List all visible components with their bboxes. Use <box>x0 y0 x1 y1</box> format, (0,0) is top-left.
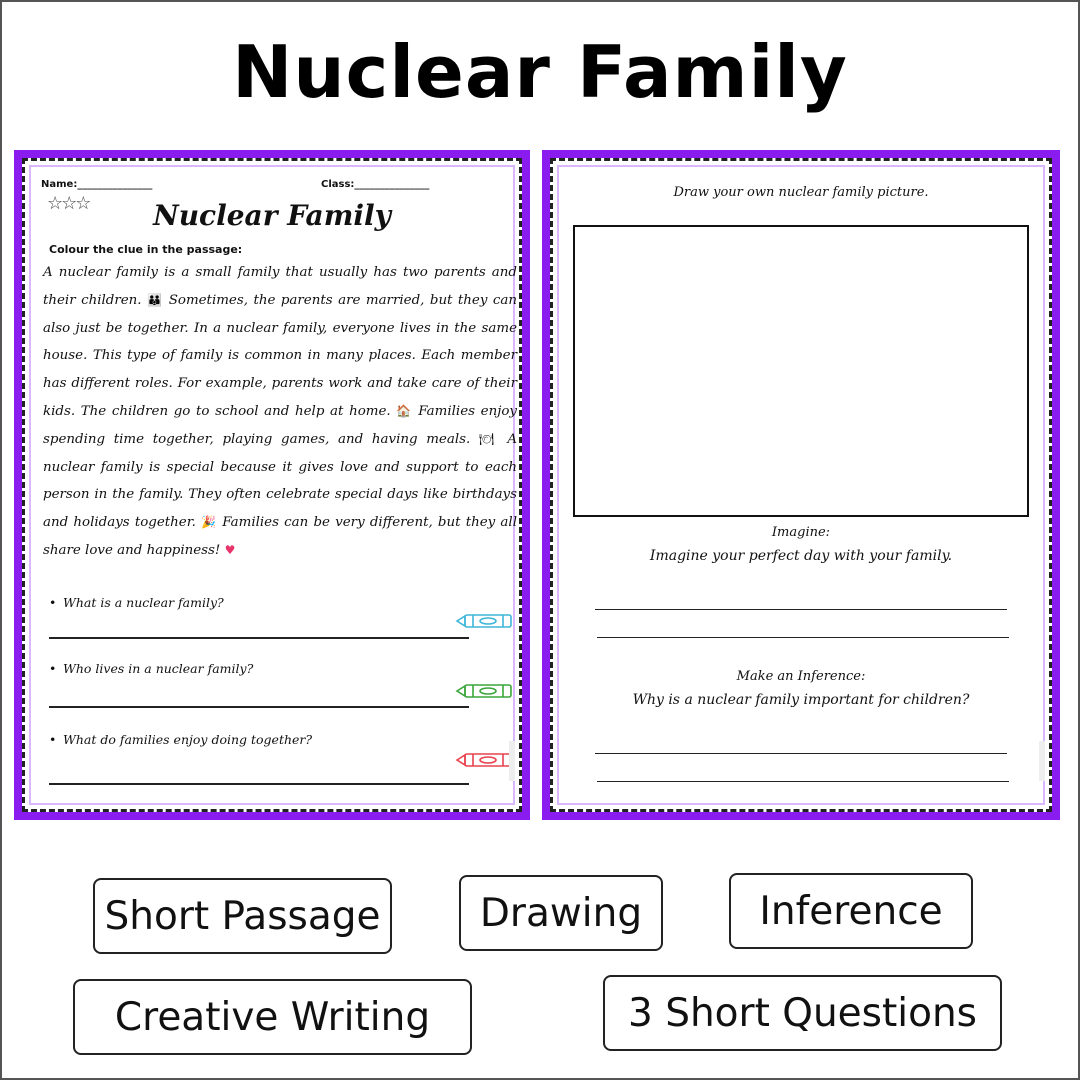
family-icon: 👪 <box>147 292 164 307</box>
question-1: • What is a nuclear family? <box>49 595 224 610</box>
tag-creative-writing: Creative Writing <box>73 979 472 1055</box>
question-3: • What do families enjoy doing together? <box>49 732 313 747</box>
tag-drawing: Drawing <box>459 875 663 951</box>
worksheet-passage-preview <box>14 150 530 820</box>
worksheet-page <box>550 158 1052 812</box>
party-popper-icon: 🎉 <box>201 515 218 530</box>
answer-line[interactable] <box>49 706 469 708</box>
question-2: • Who lives in a nuclear family? <box>49 661 254 676</box>
passage-text: Families can be very different, but they all share love and happiness! <box>43 515 517 558</box>
copyright-watermark <box>509 741 515 781</box>
plate-icon: 🍽 <box>478 431 499 446</box>
question-text: What is a nuclear family? <box>63 595 224 610</box>
house-icon: 🏠 <box>396 403 413 418</box>
class-field-label: Class:_______________ <box>321 179 430 190</box>
worksheet-activities-preview <box>542 150 1060 820</box>
inference-heading: Make an Inference: <box>736 669 866 684</box>
name-field-label: Name:_______________ <box>41 179 153 190</box>
drawing-box[interactable] <box>573 225 1029 517</box>
star-rating-icon: ☆☆☆ <box>47 193 90 214</box>
worksheet-page <box>22 158 522 812</box>
crayon-icon <box>455 682 515 700</box>
tag-inference: Inference <box>729 873 973 949</box>
writing-line[interactable] <box>595 609 1007 610</box>
question-text: What do families enjoy doing together? <box>63 732 313 747</box>
heart-icon: ♥ <box>224 542 236 557</box>
copyright-watermark <box>1039 741 1045 781</box>
writing-line[interactable] <box>595 753 1007 754</box>
inference-prompt: Why is a nuclear family important for children? <box>632 692 970 708</box>
reading-passage <box>43 259 517 565</box>
crayon-icon <box>455 612 515 630</box>
worksheet-title: Nuclear Family <box>153 199 391 232</box>
drawing-instruction: Draw your own nuclear family picture. <box>673 185 929 200</box>
answer-line[interactable] <box>49 637 469 639</box>
instruction-label: Colour the clue in the passage: <box>49 243 243 256</box>
writing-line[interactable] <box>597 637 1009 638</box>
tag-short-passage: Short Passage <box>93 878 392 954</box>
passage-text: A nuclear family is special because it gives love and support to each person in the family. They often celebrate special days like birthdays and holidays together. <box>43 431 518 531</box>
question-text: Who lives in a nuclear family? <box>63 661 254 676</box>
tag-3-short-questions: 3 Short Questions <box>603 975 1002 1051</box>
passage-text: A nuclear family is a small family that usually has two parents and their children. <box>43 265 517 308</box>
crayon-icon <box>455 751 515 769</box>
passage-text: Sometimes, the parents are married, but they can also just be together. In a nuclear family, everyone lives in the same house. This type of family is common in many places. Each member has different roles. For example, parents work and take care of their kids. The children go to school and help at home. <box>43 292 517 419</box>
writing-line[interactable] <box>597 781 1009 782</box>
imagine-heading: Imagine: <box>771 525 831 540</box>
answer-line[interactable] <box>49 783 469 785</box>
passage-text: Families enjoy spending time together, playing games, and having meals. <box>43 403 517 447</box>
imagine-prompt: Imagine your perfect day with your family. <box>649 548 953 564</box>
page-title: Nuclear Family <box>232 30 848 114</box>
